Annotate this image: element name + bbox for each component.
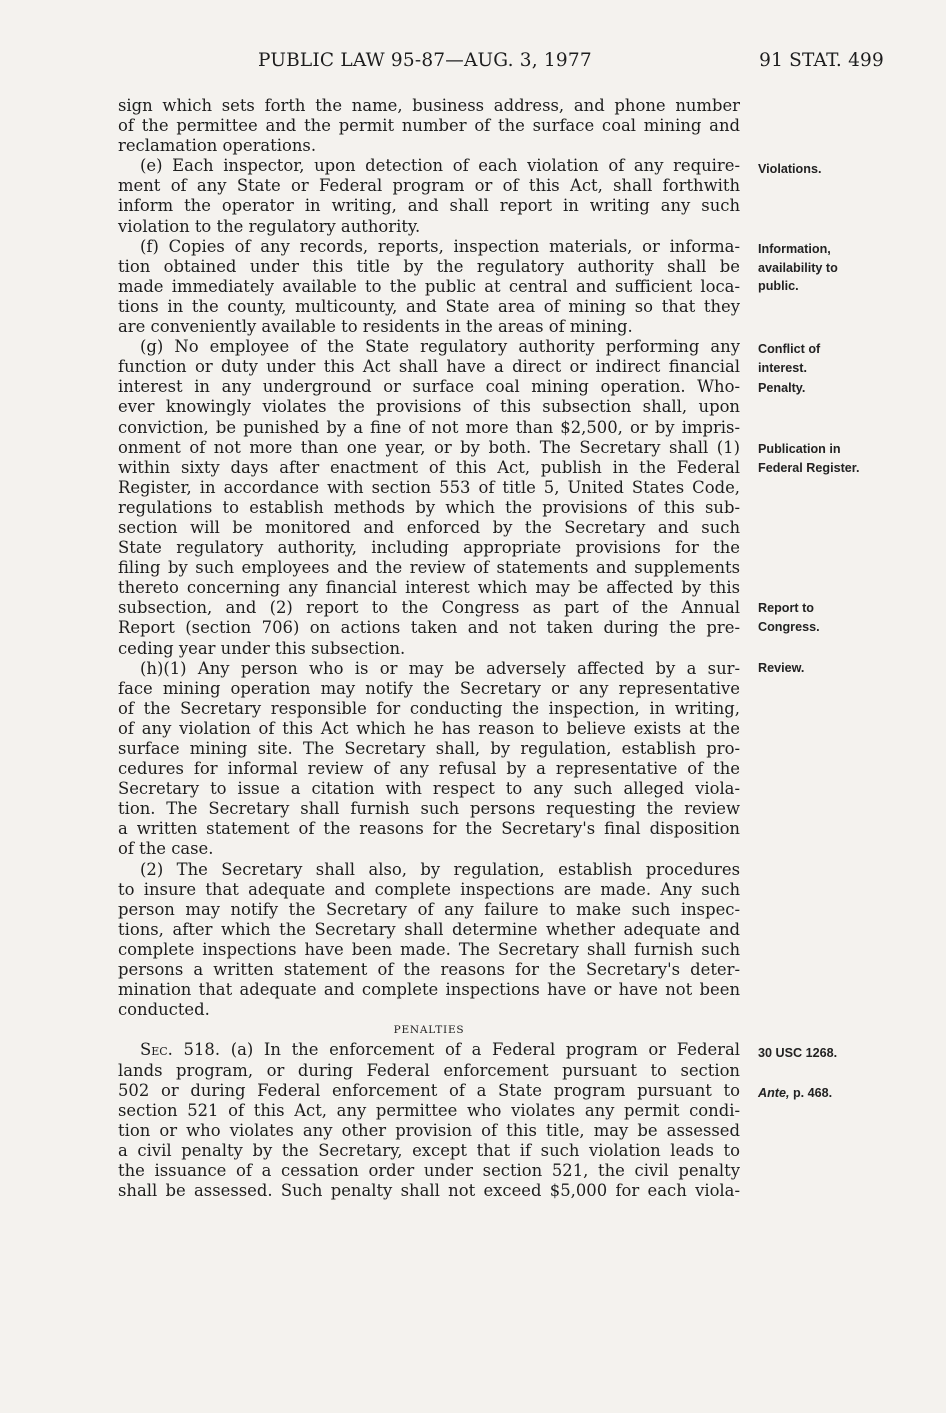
margin-notes [758,0,938,1413]
body-line: to insure that adequate and complete inspections are made. Any such [118,879,740,899]
body-line: (e) Each inspector, upon detection of each violation of any require- [140,156,740,176]
margin-note-publication-1: Publication in [758,442,841,456]
body-line: of the permittee and the permit number of the surface coal mining and [118,116,740,136]
body-line: conviction, be punished by a fine of not more than $2,500, or by impris- [118,417,740,437]
running-title: PUBLIC LAW 95-87—AUG. 3, 1977 [258,50,592,71]
body-line: ever knowingly violates the provisions of this subsection shall, upon [118,397,740,417]
section-518-line: the issuance of a cessation order under section 521, the civil penalty [118,1160,740,1180]
body-line: (h)(1) Any person who is or may be adversely affected by a sur- [140,658,740,678]
body-line: tions, after which the Secretary shall determine whether adequate and [118,919,740,939]
margin-note-penalty: Penalty. [758,381,806,395]
body-line: face mining operation may notify the Secretary or any representative [118,678,740,698]
body-line: person may notify the Secretary of any failure to make such inspec- [118,899,740,919]
margin-note-violations: Violations. [758,162,822,176]
body-line: Register, in accordance with section 553 of title 5, United States Code, [118,477,740,497]
body-line: interest in any underground or surface coal mining operation. Who- [118,377,740,397]
ante-page: p. 468. [789,1086,833,1100]
body-line: within sixty days after enactment of this Act, publish in the Federal [118,457,740,477]
body-line: onment of not more than one year, or by both. The Secretary shall (1) [118,437,740,457]
margin-note-review: Review. [758,661,805,675]
margin-note-publication-2: Federal Register. [758,461,860,475]
body-line: regulations to establish methods by which the provisions of this sub- [118,497,740,517]
section-518-line: shall be assessed. Such penalty shall not exceed $5,000 for each viola- [118,1181,740,1201]
section-518-line: lands program, or during Federal enforcement pursuant to section [118,1060,740,1080]
body-line: thereto concerning any financial interest which may be affected by this [118,578,740,598]
body-line: tion. The Secretary shall furnish such persons requesting the review [118,799,740,819]
section-518-first-line [118,1040,740,1060]
body-line: (f) Copies of any records, reports, inspection materials, or informa- [140,236,740,256]
body-line: mination that adequate and complete inspections have or have not been [118,980,740,1000]
body-line: sign which sets forth the name, business address, and phone number [118,96,740,115]
body-line: inform the operator in writing, and shall report in writing any such [118,196,740,216]
section-518-line: 502 or during Federal enforcement of a State program pursuant to [118,1080,740,1100]
body-text [118,96,740,1201]
statute-page-number: 91 STAT. 499 [759,50,884,71]
body-line: a written statement of the reasons for the Secretary's final disposition [118,819,740,839]
section-518-line: section 521 of this Act, any permittee who violates any permit condi- [118,1100,740,1120]
body-line: complete inspections have been made. The Secretary shall furnish such [118,939,740,959]
margin-note-conflict-1: Conflict of [758,342,821,356]
body-line: Report (section 706) on actions taken and not taken during the pre- [118,618,740,638]
body-line: of the Secretary responsible for conducting the inspection, in writing, [118,698,740,718]
section-518-line: tion or who violates any other provision of this title, may be assessed [118,1120,740,1140]
body-line: violation to the regulatory authority. [118,216,421,236]
body-line: are conveniently available to residents in the areas of mining. [118,317,633,337]
sec-label: Sec. [140,1040,173,1060]
body-line: made immediately available to the public at central and sufficient loca- [118,276,740,296]
body-line: tions in the county, multicounty, and State area of mining so that they [118,296,740,316]
section-heading: PENALTIES [393,1024,465,1037]
body-line: subsection, and (2) report to the Congress as part of the Annual [118,598,740,618]
body-line: ceding year under this subsection. [118,638,406,658]
body-line: reclamation operations. [118,136,317,156]
body-line: of any violation of this Act which he has reason to believe exists at the [118,718,740,738]
body-line: State regulatory authority, including appropriate provisions for the [118,538,740,558]
section-518-text-block [118,1061,740,1202]
body-line: of the case. [118,839,214,859]
body-line: conducted. [118,1000,210,1020]
body-line: (2) The Secretary shall also, by regulation, establish procedures [140,859,740,879]
margin-note-information-2: availability to [758,261,838,275]
body-line: (g) No employee of the State regulatory authority performing any [140,337,740,357]
margin-note-ante [758,1084,832,1103]
body-line: surface mining site. The Secretary shall, by regulation, establish pro- [118,739,740,758]
body-line: tion obtained under this title by the regulatory authority shall be [118,256,740,276]
body-line: persons a written statement of the reasons for the Secretary's deter- [118,960,740,980]
body-line: Secretary to issue a citation with respect to any such alleged viola- [118,779,740,799]
margin-note-report-1: Report to [758,601,814,615]
body-line: section will be monitored and enforced by the Secretary and such [118,517,740,537]
margin-note-conflict-2: interest. [758,361,807,375]
section-518-line: a civil penalty by the Secretary, except that if such violation leads to [118,1140,740,1160]
ante-italic: Ante, [758,1086,790,1100]
body-line: ment of any State or Federal program or of this Act, shall forthwith [118,176,740,196]
body-line: function or duty under this Act shall have a direct or indirect financial [118,357,740,377]
body-line: filing by such employees and the review of statements and supplements [118,558,740,578]
sec-518-text: 518. (a) In the enforcement of a Federal program or Federal [172,1040,740,1060]
margin-note-information-1: Information, [758,242,831,256]
margin-note-report-2: Congress. [758,620,820,634]
margin-note-usc-citation: 30 USC 1268. [758,1046,838,1060]
margin-note-information-3: public. [758,279,799,293]
main-text-block [118,96,740,1020]
body-line: cedures for informal review of any refusal by a representative of the [118,759,740,779]
